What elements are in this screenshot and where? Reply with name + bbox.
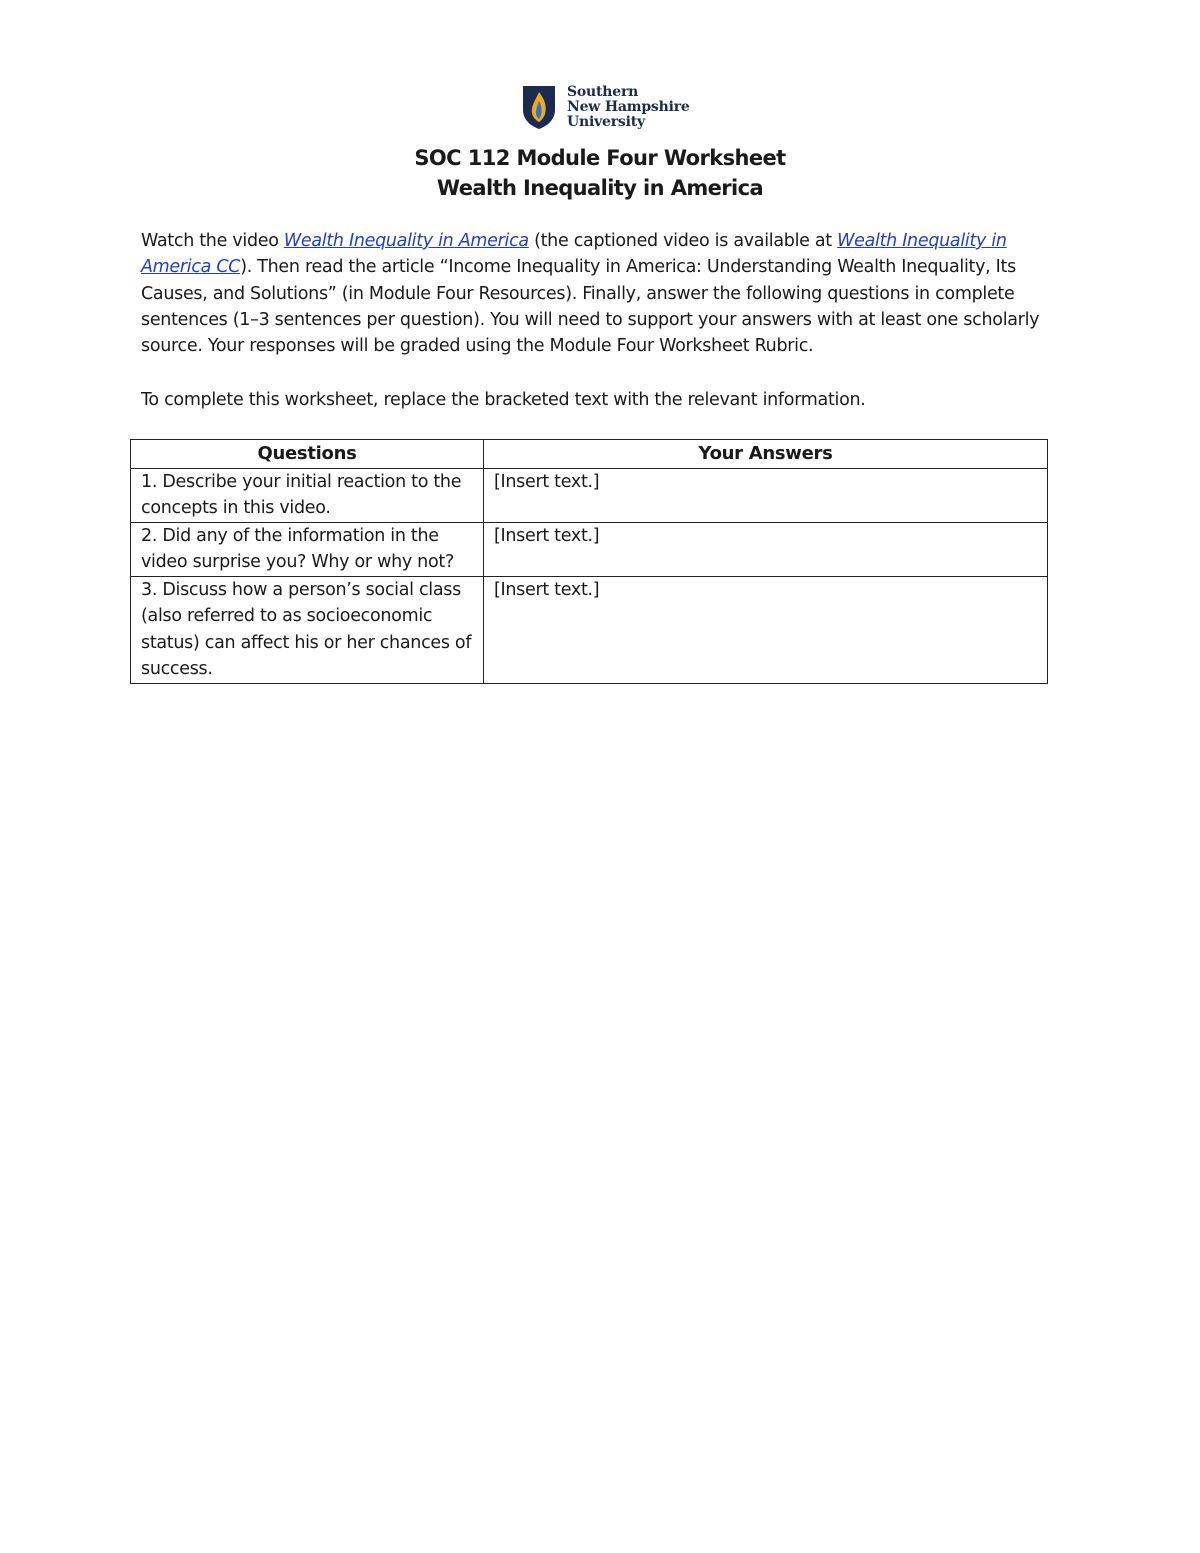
intro-text-1: Watch the video	[141, 231, 284, 251]
video-link[interactable]: Wealth Inequality in America	[283, 231, 529, 251]
logo-line-1: Southern	[567, 83, 639, 100]
instruction-paragraph: To complete this worksheet, replace the bracketed text with the relevant information.	[141, 390, 866, 410]
table-row	[131, 576, 1048, 683]
intro-text-2: (the captioned video is available at	[528, 231, 838, 251]
intro-text-3: ). Then read the article “Income Inequality in America: Understanding Wealth Inequality, Its Causes, and Solutions” (in Module Four Resources). Finally, answer the following questions in complete sentences (1–3 sentences per question). You will need to support your answers with at least one scholarly source. Your responses will be graded using the Module Four Worksheet Rubric.	[141, 257, 1040, 357]
answer-cell[interactable]: [Insert text.]	[484, 468, 1048, 522]
logo-line-2: New Hampshire	[567, 98, 690, 115]
answer-cell[interactable]: [Insert text.]	[484, 522, 1048, 576]
question-cell: 3. Discuss how a person’s social class (also referred to as socioeconomic status) can affect his or her chances of success.	[131, 576, 484, 683]
table-row	[131, 468, 1048, 522]
title-line-1: SOC 112 Module Four Worksheet	[414, 146, 786, 170]
logo-line-3: University	[567, 113, 645, 130]
header-answers: Your Answers	[484, 440, 1048, 469]
table-header-row	[131, 440, 1048, 469]
table-row	[131, 522, 1048, 576]
answer-cell[interactable]: [Insert text.]	[484, 576, 1048, 683]
questions-table	[130, 439, 1048, 684]
document-title	[0, 143, 1200, 203]
title-line-2: Wealth Inequality in America	[436, 176, 764, 200]
logo-wordmark	[567, 85, 690, 130]
captioned-video-link[interactable]: Wealth Inequality in America CC	[141, 231, 1007, 278]
university-logo	[521, 84, 690, 130]
question-cell: 1. Describe your initial reaction to the concepts in this video.	[131, 468, 484, 522]
header-questions: Questions	[131, 440, 484, 469]
question-cell: 2. Did any of the information in the video surprise you? Why or why not?	[131, 522, 484, 576]
intro-paragraph	[141, 228, 1061, 359]
shield-flame-icon	[521, 84, 557, 130]
